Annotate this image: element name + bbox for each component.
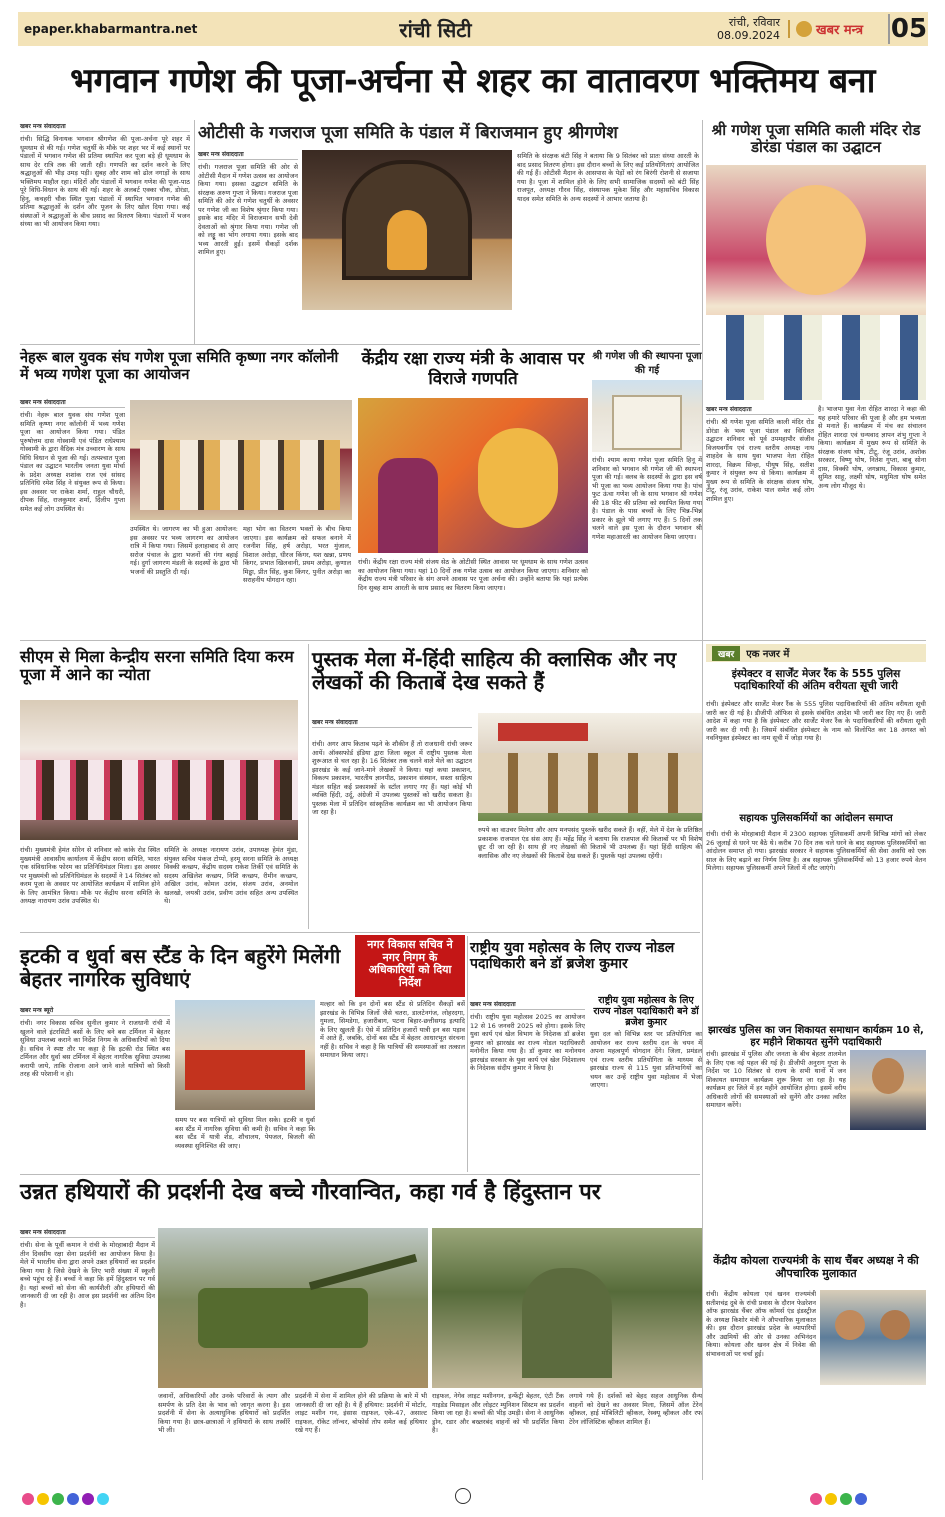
itki-photo	[175, 1000, 315, 1110]
divider	[20, 344, 700, 345]
sahayak-headline: सहायक पुलिसकर्मियों का आंदोलन समाप्त	[739, 813, 893, 824]
sarna-text: रांची। मुख्यमंत्री हेमंत सोरेन से शनिवार को कांके रोड स्थित मुख्यमंत्री आवासीय कार्यालय में केंद्रीय सरना समिति, भारत एक संविधानिक फोरम का प्रतिनिधिमंडल मिला। इस अवसर पर मुख्यमंत्री को प्रतिनिधिमंडल के सदस्यों ने 14 सितंबर को करम पूजा के अवसर पर आयोजित कार्यक्रम में शामिल होने के लिए आमंत्रित किया। मौके पर केंद्रीय सरना समिति के अध्यक्ष नारायण उरांव उपस्थित थे।	[20, 846, 160, 905]
kendriya-photo	[358, 398, 588, 553]
pustak-headline: पुस्तक मेला में-हिंदी साहित्य की क्लासिक और नए लेखकों की किताबें देख सकते हैं	[312, 647, 677, 694]
color-dot	[52, 1493, 64, 1505]
byline: खबर मन्त्र संवाददाता	[20, 122, 190, 132]
page-number: 05	[888, 14, 928, 44]
divider	[702, 120, 703, 1480]
hathiyar-text: रांची। सेना के पूर्वी कमान ने रांची के मोरहाबादी मैदान में तीन दिवसीय रक्षा सेना प्रदर्शनी का आयोजन किया है। मेले में भारतीय सेना द्वारा अपने उन्नत हथियारों का प्रदर्शन किया गया है जिसे देखने के लिए भारी संख्या में स्कूली बच्चे पहुंच रहे हैं। बच्चों ने कहा कि हमें हिंदुस्तान पर गर्व है। यहां बच्चों को सेना की कार्यशैली और हथियारों की जानकारी दी जा रही है। आज इस प्रदर्शनी का अंतिम दिन है।	[20, 1241, 155, 1309]
divider	[308, 644, 309, 929]
koyla-photo	[820, 1290, 926, 1385]
itki-text: रांची। नगर विकास सचिव सुनील कुमार ने राजधानी रांची में खुलने वाले इंटरसिटी बसों के लिए बने बस टर्मिनल में बेहतर सुविधा उपलब्ध कराने का निर्देश निगम के अधिकारियों को दिया है। सचिव ने स्पष्ट तौर पर कहा है कि इटकी रोड स्थित बस टर्मिनल और धुर्वा बस टर्मिनल में बेहतर नागरिक सुविधा उपलब्ध करायी जाये, ताकि रोजाना आने जाने वाले यात्रियों को किसी तरह की परेशानी न हो।	[20, 1019, 170, 1078]
itki-text-2: समय पर बस यात्रियों को सुविधा मिल सके। इटकी व धुर्वा बस स्टैंड में नागरिक सुविधा की कमी है। सचिव ने कहा कि बस स्टैंड में यात्री शेड, शौचालय, पेयजल, बिजली की व्यवस्था सुनिश्चित की जाए।	[175, 1116, 315, 1150]
city-day: रांची, रविवार	[728, 16, 780, 29]
itki-headline: इटकी व धुर्वा बस स्टैंड के दिन बहुरेंगे मिलेंगी बेहतर नागरिक सुविधाएं	[20, 944, 341, 991]
hathiyar-photo-1	[158, 1228, 428, 1388]
koyla-text: रांची। केंद्रीय कोयला एवं खनन राज्यमंत्री सतीशचंद्र दुबे के रांची प्रवास के दौरान फेडरेशन ऑफ झारखंड चैंबर ऑफ कॉमर्स एंड इंडस्ट्रीज के अध्यक्ष किशोर मंत्री ने औपचारिक मुलाकात की। इस दौरान झारखंड प्रदेश के व्यापारियों और उद्यमियों की ओर से उनका अभिनंदन किया। कोयला और खनन क्षेत्र में निवेश की संभावनाओं पर चर्चा हुई।	[706, 1290, 816, 1358]
kali-article	[706, 405, 814, 627]
byline: खबर मन्त्र संवाददाता	[470, 1000, 585, 1010]
police-text: रांची। इंस्पेक्टर और सार्जेंट मेजर रैंक के 555 पुलिस पदाधिकारियों की अंतिम वरीयता सूची जारी कर दी गई है। डीजीपी ऑफिस से इसके संबंधित आदेश भी जारी कर दिए गए हैं। जारी आदेश में कहा गया है कि इंस्पेक्टर और सार्जेंट मेजर रैंक के पदाधिकारियों की वरीयता सूची जारी कर दी गयी है। जिसमें संबंधित इंस्पेक्टर के नाम को विलोपित कर 18 अगस्त को नवनियुक्त इंस्पेक्टर का नाम सूची में जोड़ा गया है।	[706, 700, 926, 742]
main-headline: भगवान गणेश की पूजा-अर्चना से शहर का वातावरण भक्तिमय बना	[70, 61, 875, 101]
jharkhand-headline: झारखंड पुलिस का जन शिकायत समाधान कार्यक्रम 10 से, हर महीने शिकायत सुनेंगे पदाधिकारी	[708, 1025, 924, 1048]
color-dot	[67, 1493, 79, 1505]
hathiyar-text-4: राइफल, नेगेव लाइट मशीनगन, इन्फेंट्री बेहतर, एंटी टैंक गाइडेड मिसाइल और लोइटर म्युनिशन सिस्टम का प्रदर्शन किया जा रहा है। बच्चों की भीड़ उमड़ी। सेना ने आधुनिक ड्रोन, रडार और बख्तरबंद वाहनों को भी प्रदर्शित किया है।	[432, 1392, 564, 1434]
ek-nazar-bar	[706, 644, 926, 662]
hathiyar-headline: उन्नत हथियारों की प्रदर्शनी देख बच्चे गौरवान्वित, कहा गर्व है हिंदुस्तान पर	[20, 1180, 601, 1205]
kendriya-text: रांची। केंद्रीय रक्षा राज्य मंत्री संजय सेठ के ओटीसी स्थित आवास पर धूमधाम के साथ गणेश उत्सव का आयोजन किया गया। यहां 10 दिनों तक गणेश उत्सव का आयोजन किया जाएगा। शनिवार को केंद्रीय राज्य मंत्री परिवार के संग अपने आवास पर पूजा अर्चना की। उन्होंने बताया कि यहां प्रत्येक दिन सुबह शाम आरती के साथ प्रसाद का वितरण किया जाएगा।	[358, 558, 588, 592]
color-dot	[97, 1493, 109, 1505]
pustak-text-2: रुपये का वाउचर मिलेगा और आप मनपसंद पुस्तकें खरीद सकते हैं। वहीं, मेले में देश के प्रतिष्ठित प्रकाशक राजपाल एंड संस आए हैं। महेंद्र सिंह ने बताया कि राजपाल की किताबों पर भी विशेष छूट दी जा रही है। साथ ही नए लेखकों की किताबें भी उपलब्ध हैं। यहां हिंदी साहित्य की क्लासिक और नए लेखकों की किताबें देख सकते हैं। पुस्तकें यहां उपलब्ध रहेंगी।	[478, 826, 702, 860]
byline: खबर मन्त्र संवाददाता	[312, 718, 472, 728]
registration-mark-icon	[455, 1488, 471, 1504]
sthapna-photo	[592, 380, 702, 452]
ek-nazar-label: एक नजर में	[746, 649, 790, 660]
khabar-label: खबर	[712, 646, 740, 661]
hathiyar-photo-2	[432, 1228, 702, 1388]
section-title: रांची सिटी	[399, 17, 472, 42]
officer-photo	[850, 1050, 926, 1130]
divider	[20, 640, 926, 641]
sarna-photo	[20, 700, 298, 840]
kali-text-2: है। भाजपा युवा नेता रोहित शारदा ने कहा की यह हमारे परिवार की पूजा है और हम भव्यता से मनाते हैं। कार्यक्रम में मंच का संचालन रोहित शारदा एवं धन्यवाद ज्ञापन शंभु गुप्ता ने किया। कार्यक्रम में मुख्य रूप से समिति के संरक्षक संजय घोष, टीटू, रंजू उरांव, अशोक सरकार, विष्णु घोष, नितेश गुप्ता, बाबू सोना दास, विक्की घोष, जगन्नाथ, विकास कुमार, सुमित साहू, लक्ष्मी घोष, मधुमिता घोष समेत अन्य लोग मौजूद थे।	[818, 405, 926, 490]
sthapna-headline: श्री गणेश जी की स्थापना पूजा की गई	[592, 351, 702, 376]
hathiyar-text-3: प्रदर्शनी में सेना में शामिल होने की प्रक्रिया के बारे में भी जानकारी दी जा रही है। ये हैं हथियार: प्रदर्शनी में मोर्टार, लाइट मशीन गन, इंसास राइफल, एके-47, असाल्ट राइफल, रॉकेट लॉन्चर, बोफोर्स तोप समेत कई हथियार रखे गए हैं।	[295, 1392, 427, 1434]
itki-text-3: मल्हार को कि इन दोनों बस स्टैंड से प्रतिदिन सैकड़ों बसें झारखंड के विभिन्न जिलों जैसे चतरा, डालटेनगंज, लोहरदगा, गुमला, सिमडेगा, हजारीबाग, पटना बिहार-छत्तीसगढ़ इत्यादि के लिए खुलती हैं। ऐसे में प्रतिदिन हजारों यात्री इन बस पड़ाव में आते हैं, जबकि, दोनों बस स्टैंड में बेहतर आधारभूत संरचना नहीं है। सचिव ने कहा है कि यात्रियों की समस्याओं का तत्काल समाधान किया जाए।	[320, 1000, 465, 1059]
sahayak-text: रांची। रांची के मोरहाबादी मैदान में 2300 सहायक पुलिसकर्मी अपनी विभिन्न मांगों को लेकर 26 जुलाई से धरने पर बैठे थे। करीब 70 दिन तक चले धरने के बाद सहायक पुलिसकर्मियों का आंदोलन समाप्त हो गया। झारखंड सरकार ने सहायक पुलिसकर्मियों की सेवा अवधि को एक साल के लिए बढ़ाने का निर्णय लिया है। अब सहायक पुलिसकर्मियों को 13 हजार रुपये वेतन मिलेगा। सहायक पुलिसकर्मी अपने जिलों में लौट जाएंगे।	[706, 830, 926, 872]
sarna-headline: सीएम से मिला केन्द्रीय सरना समिति दिया करम पूजा में आने का न्योता	[20, 647, 294, 685]
nehru-text: रांची। नेहरू बाल युवक संघ गणेश पूजा समिति कृष्णा नगर कॉलोनी में भव्य गणेश पूजा का आयोजन किया गया। पंडित पुरुषोत्तम दास गोस्वामी एवं पंडित राधेश्याम गोस्वामी के द्वारा वैदिक मंत्र उच्चारण के साथ विधि विधान से पूजा की गई। तत्पश्चात पूजा पंडाल का उद्घाटन भारतीय जनता युवा मोर्चा के प्रदेश अध्यक्ष शशांक राज एवं सांसद प्रतिनिधि रमेश सिंह ने संयुक्त रूप से किया। इस अवसर पर राकेश शर्मा, राहुल चौधरी, दीपक सिंह, राजकुमार शर्मा, दिलीप गुप्ता समेत कई लोग उपस्थित थे।	[20, 411, 125, 513]
gajraj-text-2: समिति के संरक्षक बंटी सिंह ने बताया कि 9 सितंबर को प्रातः संध्या आरती के बाद प्रसाद वितरण होगा। इस दौरान बच्चों के लिए कई प्रतियोगिताएं आयोजित की गई हैं। ओटीसी मैदान के आसपास के पेड़ों को रंग बिरंगी रोशनी से सजाया गया है। पूजा में शामिल होने के लिए सभी सामाजिक सदस्यों को बंटी सिंह राजपूत, अध्यक्ष गौरव सिंह, संस्थापक मुकेश सिंह और महासचिव विकास यादव समेत समिति के अन्य सदस्यों ने आभार जताया है।	[517, 152, 699, 203]
color-dot	[840, 1493, 852, 1505]
divider	[467, 936, 468, 1172]
pustak-photo	[478, 713, 702, 821]
color-dot	[22, 1493, 34, 1505]
sthapna-text: रांची। श्याम काया गणेश पूजा समिति हिनू में शनिवार को भगवान श्री गणेश जी की स्थापना पूजा की गई। क्लब के सदस्यों के द्वारा इस वर्ष भी पूजा का भव्य आयोजन किया गया है। पांच फुट ऊंचा गणेश जी के साथ भगवान श्री गणेश की 18 फीट की प्रतिमा को स्थापित किया गया है। पंडाल के पास बच्चों के लिए भिन्न-भिन्न प्रकार के झूले भी लगाए गए हैं। 5 दिनों तक चलने वाले इस पूजा के दौरान भगवान श्री गणेश महाआरती का आयोजन किया जाएगा।	[592, 456, 702, 541]
nehru-article	[20, 398, 125, 626]
site-url[interactable]: epaper.khabarmantra.net	[24, 22, 198, 36]
logo-icon	[796, 21, 812, 37]
article-main	[20, 122, 190, 342]
hathiyar-text-5: लगाये गये हैं। दर्शकों को बेहद सहज आधुनिक सैन्य वाहनों को देखने का अवसर मिला, जिसमें ऑल टेरेन व्हीकल, हाई मोबिलिटी व्हीकल, रेस्क्यू व्हीकल और रफ टेरेन लॉजिस्टिक व्हीकल शामिल हैं।	[569, 1392, 702, 1426]
police-headline: इंस्पेक्टर व सार्जेंट मेजर रैंक के 555 पुलिस पदाधिकारियों की अंतिम वरीयता सूची जारी	[731, 668, 901, 693]
footer-color-dots	[22, 1490, 112, 1509]
nagar-vikas-box: नगर विकास सचिव ने नगर निगम के अधिकारियों को दिया निर्देश	[355, 935, 465, 997]
pustak-byline-wrap	[312, 718, 472, 738]
byline: खबर मन्त्र संवाददाता	[198, 150, 298, 160]
yuva-text-2: युवा दल को विभिन्न स्तर पर प्रतियोगिता का आयोजन कर राज्य स्तरीय दल के चयन में अपना महत्वपूर्ण योगदान देंगे। जिला, प्रमंडल एवं राज्य स्तरीय प्रतियोगिता के माध्यम से झारखंड राज्य से 115 युवा प्रतिभागियों का चयन कर उन्हें राष्ट्रीय युवा महोत्सव में भेजा जाएगा।	[590, 1030, 702, 1089]
yuva-text: रांची। राष्ट्रीय युवा महोत्सव 2025 का आयोजन 12 से 16 जनवरी 2025 को होगा। इसके लिए युवा कार्य एवं खेल विभाग के निदेशक डॉ ब्रजेश कुमार को झारखंड का राज्य नोडल पदाधिकारी मनोनीत किया गया है। डॉ कुमार का मनोनयन झारखंड सरकार के युवा कार्य एवं खेल निदेशालय के निदेशक संदीप कुमार ने किया है।	[470, 1013, 585, 1072]
kali-mandir-photo	[706, 165, 926, 400]
nehru-text-3: महा भोग का वितरण भक्तों के बीच किया जाएगा। इस कार्यक्रम को सफल बनाने में रजनीश सिंह, हर्ष अरोड़ा, भरत मुंजाल, विशाल अरोड़ा, धीरज किंगर, यश खन्ना, प्रणय किंगर, प्रभात खिलवानी, प्रथम अरोड़ा, कुणाल मिड्ढा, प्रीत सिंह, कुश किंगर, पुनीत अरोड़ा का सराहनीय योगदान रहा।	[243, 525, 351, 584]
divider	[20, 1174, 700, 1175]
hathiyar-article	[20, 1228, 155, 1478]
nehru-photo	[130, 400, 352, 520]
nehru-text-2: उपस्थित थे। जागरण का भी हुआ आयोजन: इस अवसर पर भव्य जागरण का आयोजन रात्रि में किया गया। जिसमें इलाहाबाद से आए सरोज पंचाल के द्वारा भजनों की गंगा बहाई गई। दुर्गा जागरण मंडली के सदस्यों के द्वारा भी भजनों की प्रस्तुति दी गई।	[130, 525, 238, 576]
gajraj-pandal-photo	[302, 150, 512, 310]
nehru-headline: नेहरू बाल युवक संघ गणेश पूजा समिति कृष्णा नगर कॉलोनी में भव्य गणेश पूजा का आयोजन	[20, 350, 339, 383]
brand-name: खबर मन्त्र	[816, 23, 864, 38]
gajraj-headline: ओटीसी के गजराज पूजा समिति के पंडाल में बिराजमान हुए श्रीगणेश	[198, 123, 618, 143]
yuva-sub-headline: राष्ट्रीय युवा महोत्सव के लिए राज्य नोडल पदाधिकारी बने डॉ ब्रजेश कुमार	[593, 995, 699, 1028]
divider	[20, 932, 700, 933]
itki-article	[20, 1006, 170, 1171]
page-header	[18, 12, 928, 46]
gajraj-text: रांची। गजराज पूजा समिति की ओर से ओटीसी मैदान में गणेश उत्सव का आयोजन किया गया। इसका उद्घाटन समिति के संरक्षक अरुण गुप्ता ने किया। गजराज पूजा समिति की ओर से गणेश चतुर्थी के अवसर पर गणेश जी का विशेष श्रृंगार किया गया। इसके बाद मंदिर में विराजमान सभी देवी देवताओं को श्रृंगार किया गया। गणेश जी को लड्डू का भोग लगाया गया। इसके बाद भव्य आरती हुई। इसमें सैकड़ों दर्शक शामिल हुए।	[198, 163, 298, 256]
jharkhand-text: रांची। झारखंड में पुलिस और जनता के बीच बेहतर तालमेल के लिए एक नई पहल की गई है। डीजीपी अनुराग गुप्ता के निर्देश पर 10 सितंबर से राज्य के सभी थानों में जन शिकायत समाधान कार्यक्रम शुरू किया जा रहा है। यह कार्यक्रम हर जिले में हर महीने आयोजित होगा। इसमें वरीय अधिकारी लोगों की समस्याओं को सुनेंगे और उनका त्वरित समाधान करेंगे।	[706, 1050, 846, 1109]
koyla-headline: केंद्रीय कोयला राज्यमंत्री के साथ चैंबर अध्यक्ष ने की औपचारिक मुलाकात	[713, 1254, 919, 1280]
footer-color-dots-right	[810, 1490, 870, 1509]
hathiyar-text-2: जवानों, अधिकारियों और उनके परिवारों के त्याग और समर्पण के प्रति देश के भाव को जागृत करना है। इस प्रदर्शनी में सेना के अत्याधुनिक हथियारों को प्रदर्शित किया गया है। छात्र-छात्राओं ने हथियारों के साथ तस्वीरें भी ली।	[158, 1392, 290, 1434]
dateline	[678, 16, 788, 42]
yuva-headline: राष्ट्रीय युवा महोत्सव के लिए राज्य नोडल पदाधिकारी बने डॉ ब्रजेश कुमार	[470, 940, 675, 973]
color-dot	[810, 1493, 822, 1505]
byline: खबर मन्त्र संवाददाता	[706, 405, 814, 415]
kali-mandir-headline: श्री गणेश पूजा समिति काली मंदिर रोड डोरंडा पंडाल का उद्घाटन	[711, 121, 921, 157]
gajraj-article	[198, 150, 298, 330]
brand-logo	[788, 20, 888, 38]
sarna-text-2: समिति के अध्यक्ष नारायण उरांव, उपाध्यक्ष हेमंत मुंडा, संयुक्त सचिव पंकज टोप्पो, हरमू सरना समिति के अध्यक्ष विक्की कच्छप, केंद्रीय सदस्य राकेश तिर्की एवं समिति के सदस्य अखिलेश कच्छप, निशि कच्छप, रीमीन कच्छप, अखिल उरांव, कोमल उरांव, संजय उरांव, अनमोल खलखो, जयश्री उरांव, प्रवीण उरांव सहित अन्य उपस्थित थे।	[164, 846, 298, 905]
date: 08.09.2024	[717, 29, 780, 42]
byline: खबर मन्त्र संवाददाता	[20, 398, 125, 408]
color-dot	[37, 1493, 49, 1505]
kali-text: रांची। श्री गणेश पूजा समिति काली मंदिर रोड डोरंडा के भव्य पूजा पंडाल का विधिवत उद्घाटन शनिवार को पूर्व उपमहापौर संजीव विजयवर्गीय एवं राज्य स्तरीय अध्यक्ष नाथ शाहदेव के साथ युवा भाजपा नेता रोहित शारदा, विक्रम सिन्हा, पीयूष सिंह, सतीश कुमार ने संयुक्त रूप से किया। कार्यक्रम में मुख्य रूप से समिति के संरक्षक संजय घोष, टीटू, रंजू उरांव, राकेश पाल समेत कई लोग शामिल हुए।	[706, 418, 814, 503]
article-text: रांची। सिद्धि विनायक भगवान श्रीगणेश की पूजा-अर्चना पूरे शहर में धूमधाम से की गई। गणेश चतुर्थी के मौके पर शहर भर में कई स्थानों पर पंडालों में भगवान गणेश की प्रतिमा स्थापित कर पूजा बड़े ही धूमधाम के साथ देर रात्रि तक की जाती रही। गणपति का दर्शन करने के लिए श्रद्धालुओं की भीड़ उमड़ पड़ी। सुबह और शाम को ढोल नगाड़ों के साथ भक्तिमय माहौल रहा। मंदिरों और पंडालों में भगवान गणेश की पूजा-पाठ पूरे विधि-विधान के साथ की गई। शहर के अलबर्ट एक्का चौक, डोरंडा, हिनू, कचहरी चौक स्थित पूजा पंडालों में स्थापित भगवान गणेश की प्रतिमा श्रद्धालुओं के दर्शन और पूजन के लिए खोल दिया गया। कई संस्थाओं ने श्रद्धालुओं के बीच प्रसाद का वितरण किया। पंडालों में भजन संध्या का भी आयोजन किया गया।	[20, 135, 190, 228]
color-dot	[855, 1493, 867, 1505]
kendriya-headline: केंद्रीय रक्षा राज्य मंत्री के आवास पर विराजे गणपति	[361, 349, 585, 389]
byline: खबर मन्त्र संवाददाता	[20, 1228, 155, 1238]
pustak-text: रांची। अगर आप किताब पढ़ने के शौकीन हैं तो राजधानी रांची जरूर आयें। ऑक्सफोर्ड इंडिया द्वारा जिला स्कूल में राष्ट्रीय पुस्तक मेला शुरूआत से चल रहा है। 16 सितंबर तक चलने वाले मेले का उद्घाटन झारखंड के कई जाने-माने लेखकों ने किया। यहां कथा प्रकाशन, विकल्प प्रकाशन, भारतीय ज्ञानपीठ, प्रकाशन संस्थान, सस्ता साहित्य मंडल सहित कई प्रकाशकों के स्टॉल लगाए गए हैं। यहां कोई भी व्यक्ति हिंदी, उर्दू, अंग्रेजी में उपलब्ध पुस्तकों को खरीद सकता है। पुस्तक मेला में प्रतिदिन सांस्कृतिक कार्यक्रम का भी आयोजन किया जा रहा है।	[312, 740, 472, 816]
color-dot	[82, 1493, 94, 1505]
yuva-article	[470, 1000, 585, 1171]
divider	[194, 120, 195, 345]
color-dot	[825, 1493, 837, 1505]
byline: खबर मन्त्र ब्यूरो	[20, 1006, 170, 1016]
